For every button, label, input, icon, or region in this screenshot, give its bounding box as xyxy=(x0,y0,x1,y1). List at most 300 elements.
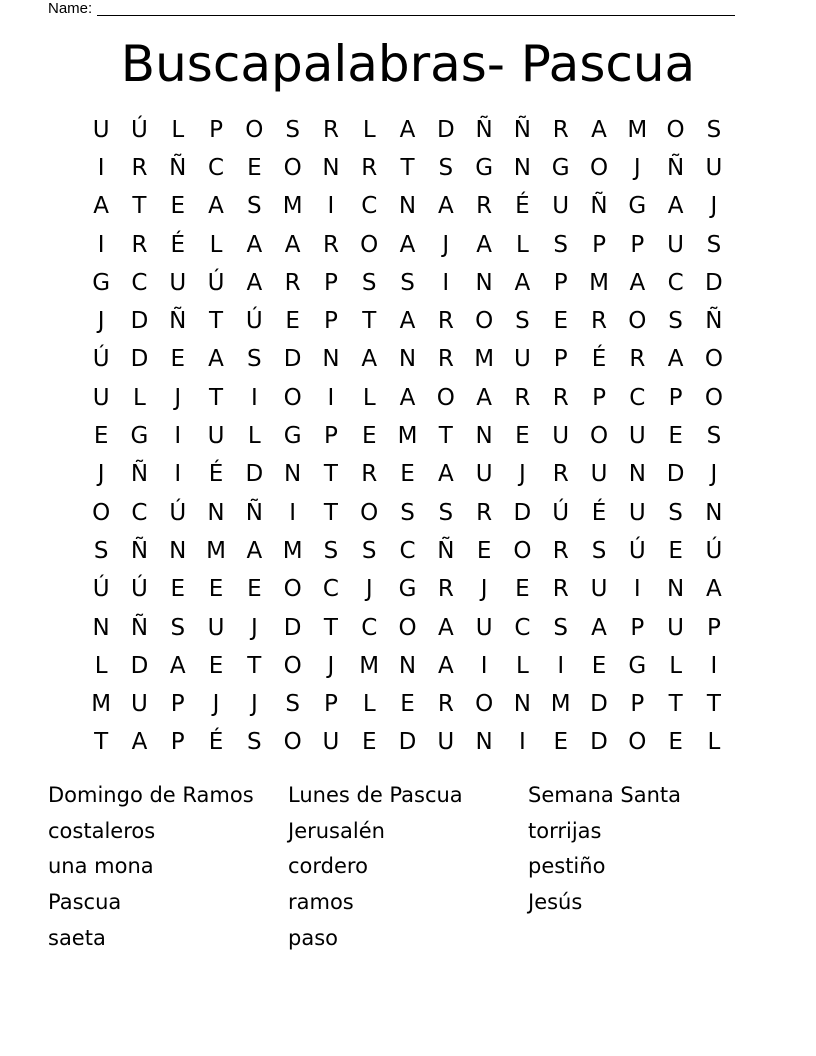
grid-letter: S xyxy=(400,269,415,296)
grid-letter: R xyxy=(476,499,493,526)
grid-letter: S xyxy=(285,116,300,143)
grid-letter: Ñ xyxy=(169,308,187,335)
grid-letter: T xyxy=(94,729,109,756)
grid-letter: Ú xyxy=(131,576,148,603)
grid-letter: R xyxy=(437,576,454,603)
grid-letter: O xyxy=(628,729,647,756)
grid-letter: U xyxy=(667,614,685,641)
grid-letter: D xyxy=(130,346,149,373)
grid-letter: D xyxy=(130,652,149,679)
grid-letter: I xyxy=(289,499,297,526)
grid-letter: U xyxy=(207,423,225,450)
grid-letter: S xyxy=(668,499,683,526)
grid-letter: T xyxy=(400,154,415,181)
grid-letter: A xyxy=(399,308,416,335)
grid-letter: E xyxy=(476,537,492,564)
name-label: Name: xyxy=(48,0,93,17)
word-list-item: paso xyxy=(288,926,338,951)
grid-letter: D xyxy=(666,461,685,488)
grid-letter: D xyxy=(130,308,149,335)
grid-letter: R xyxy=(437,691,454,718)
grid-letter: U xyxy=(131,691,148,718)
grid-letter: A xyxy=(399,231,416,258)
grid-letter: J xyxy=(97,461,105,488)
grid-letter: I xyxy=(174,423,182,450)
word-list-item: torrijas xyxy=(528,818,602,843)
grid-letter: E xyxy=(170,346,186,373)
grid-letter: U xyxy=(628,423,646,450)
grid-letter: E xyxy=(361,423,377,450)
grid-letter: O xyxy=(283,652,302,679)
grid-letter: Ñ xyxy=(130,461,149,488)
grid-letter: Ñ xyxy=(437,537,455,564)
grid-letter: O xyxy=(628,308,647,335)
grid-letter: Ú xyxy=(207,269,225,296)
grid-letter: E xyxy=(285,308,300,335)
grid-letter: C xyxy=(208,154,225,181)
grid-letter: S xyxy=(515,308,530,335)
grid-letter: S xyxy=(438,499,454,526)
grid-letter: I xyxy=(442,269,450,296)
grid-letter: N xyxy=(398,193,417,220)
grid-letter: P xyxy=(209,116,223,143)
grid-letter: Ñ xyxy=(705,308,723,335)
grid-letter: S xyxy=(438,154,454,181)
grid-letter: A xyxy=(361,346,378,373)
grid-letter: E xyxy=(668,537,683,564)
word-list-item: Pascua xyxy=(48,890,122,915)
grid-letter: D xyxy=(283,346,302,373)
grid-letter: A xyxy=(169,652,186,679)
grid-letter: T xyxy=(323,461,338,488)
grid-letter: O xyxy=(475,308,494,335)
grid-letter: N xyxy=(207,499,225,526)
grid-letter: G xyxy=(628,652,647,679)
grid-letter: C xyxy=(131,499,148,526)
grid-letter: J xyxy=(710,461,718,488)
grid-letter: N xyxy=(513,154,532,181)
grid-letter: R xyxy=(322,116,339,143)
grid-letter: I xyxy=(174,461,182,488)
grid-letter: J xyxy=(212,691,220,718)
grid-letter: É xyxy=(170,231,186,258)
grid-letter: É xyxy=(208,461,224,488)
grid-letter: E xyxy=(208,576,224,603)
grid-letter: A xyxy=(629,269,646,296)
grid-letter: A xyxy=(246,231,263,258)
grid-letter: P xyxy=(630,231,645,258)
grid-letter: E xyxy=(591,652,607,679)
grid-letter: R xyxy=(552,384,569,411)
grid-letter: P xyxy=(553,269,568,296)
grid-letter: U xyxy=(590,576,608,603)
grid-letter: É xyxy=(591,499,607,526)
grid-letter: O xyxy=(283,576,302,603)
page-title: Buscapalabras- Pascua xyxy=(120,35,696,93)
grid-letter: T xyxy=(209,384,224,411)
grid-letter: R xyxy=(437,308,454,335)
grid-letter: N xyxy=(475,269,493,296)
grid-letter: A xyxy=(476,384,492,411)
word-list-item: pestiño xyxy=(528,854,606,879)
name-field xyxy=(48,0,735,18)
grid-letter: P xyxy=(323,308,338,335)
grid-letter: P xyxy=(630,691,645,718)
grid-letter: T xyxy=(438,423,453,450)
grid-letter: S xyxy=(553,614,569,641)
grid-letter: E xyxy=(515,423,530,450)
grid-letter: Ñ xyxy=(245,499,263,526)
grid-letter: D xyxy=(283,614,302,641)
grid-letter: G xyxy=(628,193,647,220)
grid-letter: C xyxy=(322,576,339,603)
grid-letter: U xyxy=(92,116,110,143)
grid-letter: L xyxy=(669,652,683,679)
word-list-item: Jesús xyxy=(528,890,583,915)
grid-letter: G xyxy=(92,269,111,296)
grid-letter: J xyxy=(327,652,335,679)
grid-letter: C xyxy=(667,269,684,296)
grid-letter: E xyxy=(170,576,186,603)
word-list-item: una mona xyxy=(48,854,154,879)
grid-letter: L xyxy=(516,231,529,258)
grid-letter: U xyxy=(705,154,723,181)
grid-letter: N xyxy=(705,499,723,526)
grid-letter: R xyxy=(552,461,569,488)
grid-letter: N xyxy=(92,614,110,641)
grid-letter: G xyxy=(551,154,570,181)
grid-letter: L xyxy=(516,652,529,679)
grid-letter: O xyxy=(360,231,379,258)
grid-letter: R xyxy=(322,231,339,258)
grid-letter: N xyxy=(513,691,532,718)
grid-letter: D xyxy=(590,729,608,756)
grid-letter: R xyxy=(131,154,148,181)
grid-letter: R xyxy=(629,346,646,373)
grid-letter: Ñ xyxy=(130,614,149,641)
grid-letter: T xyxy=(323,614,338,641)
name-underline xyxy=(97,15,735,16)
grid-letter: J xyxy=(365,576,373,603)
grid-letter: N xyxy=(398,652,417,679)
grid-letter: E xyxy=(553,308,568,335)
grid-letter: P xyxy=(592,384,606,411)
grid-letter: Ú xyxy=(552,499,570,526)
grid-letter: S xyxy=(247,729,262,756)
grid-letter: P xyxy=(170,691,185,718)
grid-letter: É xyxy=(515,193,530,220)
grid-letter: O xyxy=(513,537,532,564)
grid-letter: M xyxy=(359,652,380,679)
grid-letter: Ñ xyxy=(590,193,608,220)
grid-letter: A xyxy=(131,729,148,756)
grid-letter: R xyxy=(476,193,493,220)
grid-letter: T xyxy=(323,499,338,526)
grid-letter: S xyxy=(361,269,377,296)
grid-letter: É xyxy=(208,729,224,756)
grid-letter: I xyxy=(97,154,105,181)
grid-letter: A xyxy=(667,346,684,373)
grid-letter: L xyxy=(209,231,223,258)
grid-letter: M xyxy=(91,691,112,718)
grid-letter: L xyxy=(362,691,376,718)
grid-letter: U xyxy=(437,729,455,756)
grid-letter: J xyxy=(710,193,718,220)
grid-letter: I xyxy=(97,231,105,258)
grid-letter: C xyxy=(514,614,531,641)
grid-letter: I xyxy=(327,193,335,220)
grid-letter: O xyxy=(360,499,379,526)
grid-letter: I xyxy=(480,652,488,679)
grid-letter: R xyxy=(552,537,569,564)
grid-letter: U xyxy=(552,193,570,220)
grid-letter: M xyxy=(627,116,648,143)
grid-letter: T xyxy=(706,691,721,718)
grid-letter: I xyxy=(710,652,718,679)
grid-letter: Ú xyxy=(245,308,263,335)
grid-letter: N xyxy=(398,346,417,373)
grid-letter: P xyxy=(323,423,338,450)
grid-letter: A xyxy=(284,231,301,258)
word-list-item: costaleros xyxy=(48,818,156,843)
grid-letter: R xyxy=(361,154,378,181)
grid-letter: M xyxy=(474,346,495,373)
grid-letter: E xyxy=(553,729,568,756)
grid-letter: C xyxy=(131,269,148,296)
grid-letter: O xyxy=(92,499,111,526)
grid-letter: J xyxy=(442,231,450,258)
grid-letter: T xyxy=(247,652,262,679)
grid-letter: P xyxy=(668,384,683,411)
grid-letter: M xyxy=(589,269,609,296)
grid-letter: N xyxy=(284,461,302,488)
grid-letter: I xyxy=(327,384,335,411)
grid-letter: Ñ xyxy=(130,537,149,564)
grid-letter: J xyxy=(250,691,258,718)
grid-letter: N xyxy=(322,154,340,181)
grid-letter: S xyxy=(706,423,722,450)
grid-letter: S xyxy=(553,231,569,258)
grid-letter: R xyxy=(552,576,569,603)
word-list-item: Lunes de Pascua xyxy=(288,782,463,807)
grid-letter: S xyxy=(247,346,262,373)
grid-letter: U xyxy=(590,461,608,488)
grid-letter: O xyxy=(245,116,264,143)
grid-letter: A xyxy=(667,193,684,220)
grid-letter: L xyxy=(133,384,146,411)
word-list-item: Semana Santa xyxy=(528,782,682,807)
grid-letter: T xyxy=(668,691,683,718)
grid-letter: N xyxy=(475,423,493,450)
grid-letter: O xyxy=(283,154,302,181)
grid-letter: A xyxy=(476,231,492,258)
grid-letter: S xyxy=(706,116,722,143)
grid-letter: E xyxy=(361,729,377,756)
grid-letter: A xyxy=(591,614,607,641)
word-list-item: ramos xyxy=(288,890,354,915)
grid-letter: A xyxy=(208,346,224,373)
grid-letter: D xyxy=(705,269,723,296)
grid-letter: E xyxy=(400,461,415,488)
grid-letter: U xyxy=(207,614,225,641)
grid-letter: D xyxy=(245,461,264,488)
grid-letter: C xyxy=(361,614,378,641)
word-list-item: Domingo de Ramos xyxy=(48,782,254,807)
grid-letter: J xyxy=(250,614,258,641)
grid-letter: R xyxy=(437,346,454,373)
grid-letter: R xyxy=(552,116,569,143)
grid-letter: A xyxy=(208,193,224,220)
grid-letter: N xyxy=(169,537,187,564)
grid-letter: N xyxy=(666,576,685,603)
grid-letter: U xyxy=(92,384,110,411)
grid-letter: J xyxy=(480,576,488,603)
grid-letter: C xyxy=(629,384,646,411)
grid-letter: G xyxy=(130,423,149,450)
grid-letter: G xyxy=(475,154,494,181)
grid-letter: A xyxy=(246,269,263,296)
grid-letter: O xyxy=(398,614,417,641)
grid-letter: S xyxy=(323,537,339,564)
grid-letter: J xyxy=(174,384,182,411)
grid-letter: A xyxy=(399,116,416,143)
grid-letter: O xyxy=(704,346,723,373)
grid-letter: S xyxy=(591,537,607,564)
grid-letter: R xyxy=(131,231,148,258)
grid-letter: S xyxy=(247,193,262,220)
grid-letter: O xyxy=(475,691,494,718)
grid-letter: Ñ xyxy=(475,116,493,143)
grid-letter: C xyxy=(361,193,378,220)
grid-letter: S xyxy=(285,691,300,718)
grid-letter: P xyxy=(630,614,645,641)
grid-letter: S xyxy=(706,231,722,258)
grid-letter: O xyxy=(704,384,723,411)
grid-letter: A xyxy=(93,193,110,220)
grid-letter: M xyxy=(550,691,571,718)
grid-letter: Ú xyxy=(628,537,646,564)
grid-letter: R xyxy=(514,384,531,411)
grid-letter: U xyxy=(475,614,493,641)
grid-letter: E xyxy=(668,729,683,756)
grid-letter: Ú xyxy=(92,576,110,603)
grid-letter: M xyxy=(206,537,226,564)
grid-letter: O xyxy=(436,384,455,411)
grid-letter: E xyxy=(93,423,109,450)
grid-letter: Ñ xyxy=(169,154,187,181)
grid-letter: O xyxy=(283,729,302,756)
grid-letter: R xyxy=(284,269,301,296)
grid-letter: A xyxy=(246,537,263,564)
grid-letter: R xyxy=(591,308,607,335)
grid-letter: P xyxy=(592,231,606,258)
grid-letter: J xyxy=(97,308,105,335)
grid-letter: E xyxy=(515,576,530,603)
grid-letter: U xyxy=(552,423,570,450)
grid-letter: A xyxy=(437,193,454,220)
grid-letter: Ñ xyxy=(666,154,685,181)
word-list-item: cordero xyxy=(288,854,368,879)
grid-letter: O xyxy=(283,384,302,411)
grid-letter: T xyxy=(362,308,377,335)
grid-letter: N xyxy=(628,461,646,488)
grid-letter: U xyxy=(322,729,340,756)
grid-letter: Ú xyxy=(131,116,148,143)
grid-letter: P xyxy=(706,614,721,641)
grid-letter: A xyxy=(514,269,531,296)
letter-grid xyxy=(82,111,733,762)
grid-letter: É xyxy=(591,346,607,373)
grid-letter: L xyxy=(94,652,108,679)
grid-letter: P xyxy=(323,269,338,296)
grid-letter: A xyxy=(591,116,607,143)
grid-letter: J xyxy=(519,461,526,488)
grid-letter: U xyxy=(513,346,531,373)
grid-letter: U xyxy=(475,461,493,488)
grid-letter: A xyxy=(437,652,454,679)
grid-letter: U xyxy=(667,231,685,258)
grid-letter: U xyxy=(628,499,646,526)
grid-letter: I xyxy=(557,652,565,679)
grid-letter: E xyxy=(668,423,683,450)
grid-letter: Ú xyxy=(92,346,110,373)
grid-letter: I xyxy=(250,384,258,411)
grid-letter: Ú xyxy=(705,537,723,564)
grid-letter: S xyxy=(668,308,683,335)
grid-letter: I xyxy=(633,576,641,603)
grid-letter: Ú xyxy=(169,499,187,526)
grid-letter: O xyxy=(589,154,609,181)
grid-letter: O xyxy=(589,423,609,450)
grid-letter: A xyxy=(437,461,454,488)
grid-letter: G xyxy=(283,423,302,450)
word-list-item: Jerusalén xyxy=(288,818,385,843)
grid-letter: N xyxy=(322,346,340,373)
grid-letter: U xyxy=(169,269,187,296)
grid-letter: L xyxy=(707,729,721,756)
grid-letter: L xyxy=(171,116,185,143)
grid-letter: L xyxy=(362,116,376,143)
grid-letter: E xyxy=(208,652,224,679)
grid-letter: S xyxy=(361,537,377,564)
grid-letter: T xyxy=(209,308,224,335)
grid-letter: S xyxy=(93,537,109,564)
grid-letter: L xyxy=(247,423,261,450)
word-list-item: saeta xyxy=(48,926,106,951)
grid-letter: J xyxy=(633,154,641,181)
grid-letter: A xyxy=(399,384,416,411)
grid-letter: L xyxy=(362,384,376,411)
grid-letter: E xyxy=(247,154,262,181)
grid-letter: S xyxy=(400,499,415,526)
grid-letter: N xyxy=(475,729,493,756)
grid-letter: E xyxy=(400,691,415,718)
grid-letter: I xyxy=(519,729,526,756)
grid-letter: D xyxy=(513,499,532,526)
grid-letter: E xyxy=(247,576,262,603)
grid-letter: D xyxy=(398,729,417,756)
grid-letter: C xyxy=(399,537,416,564)
grid-letter: M xyxy=(282,537,303,564)
grid-letter: M xyxy=(282,193,303,220)
grid-letter: G xyxy=(398,576,417,603)
grid-letter: P xyxy=(323,691,338,718)
grid-letter: A xyxy=(706,576,722,603)
grid-letter: A xyxy=(437,614,454,641)
grid-letter: R xyxy=(361,461,378,488)
grid-letter: S xyxy=(170,614,186,641)
grid-letter: Ñ xyxy=(513,116,532,143)
